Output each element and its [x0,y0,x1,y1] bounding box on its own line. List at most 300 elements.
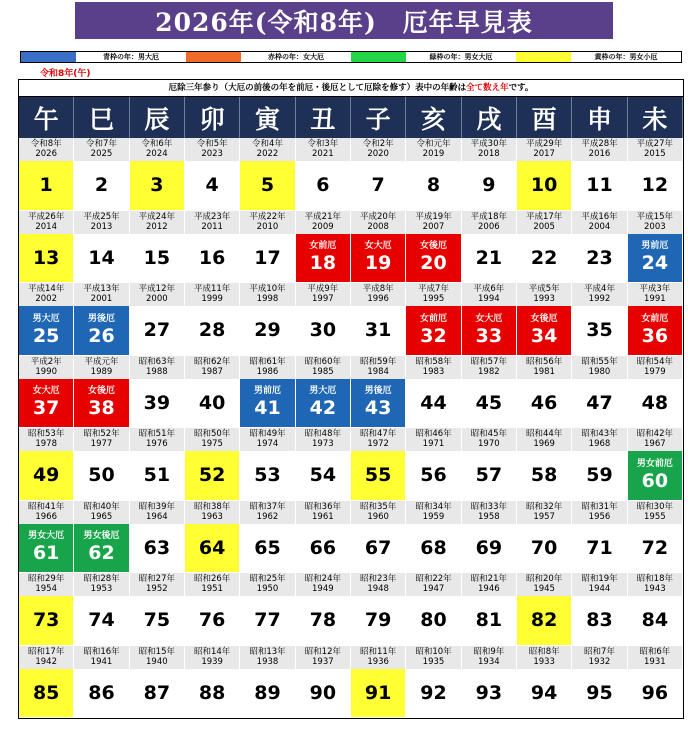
yakudoshi-label: 男女後厄 [83,531,120,542]
age-number: 18 [309,252,337,275]
era-year-label [240,646,294,669]
age-cell [517,573,572,646]
age-body [74,451,128,500]
age-body [296,234,350,283]
age-body [628,524,682,573]
age-body [296,379,350,428]
era-year-label [240,428,294,451]
age-number: 38 [88,397,115,420]
yakudoshi-label: 男大厄 [32,313,60,324]
age-cell [74,211,129,284]
era-year-label [351,573,405,596]
yakudoshi-label: 男大厄 [309,386,337,397]
era-year-label [572,283,626,306]
era-year-label [19,501,73,524]
zodiac-header: 丑 [296,97,351,138]
era-year-label [572,573,626,596]
era-name: 平成21年 [304,211,341,222]
western-year: 1963 [201,511,223,522]
age-cell [19,211,74,284]
age-number: 16 [198,246,226,269]
age-cell [628,501,683,574]
age-body [351,161,405,210]
age-number: 80 [420,609,447,632]
age-cell [517,646,572,719]
age-cell [19,573,74,646]
zodiac-header: 戌 [462,97,517,138]
age-body [19,596,73,645]
era-name: 昭和8年 [528,646,560,657]
western-year: 1971 [422,439,445,449]
era-name: 昭和61年 [249,356,286,367]
western-year: 1983 [422,366,445,377]
legend-item [21,52,186,62]
age-cell [240,428,295,501]
western-year: 1934 [478,656,500,667]
age-cell [572,138,627,211]
note-end: です。 [508,83,534,93]
age-number: 46 [530,391,558,414]
age-number: 33 [475,324,503,347]
era-year-label [406,501,460,524]
era-year-label [351,211,405,234]
era-name: 昭和59年 [359,356,397,367]
era-name: 昭和49年 [249,429,286,439]
age-number: 63 [143,536,171,559]
era-name: 令和2年 [362,139,394,149]
era-year-label [74,573,128,596]
age-number: 49 [32,464,60,487]
age-number: 39 [143,391,171,414]
age-body [130,451,184,500]
western-year: 2013 [90,221,113,232]
western-year: 1951 [201,584,223,594]
age-cell [130,428,185,501]
legend-label: 赤枠の年：女大厄 [268,53,324,61]
era-year-label [74,211,128,234]
western-year: 1999 [201,294,223,304]
era-year-label [19,428,73,451]
era-name: 昭和44年 [525,429,563,439]
age-cell [406,138,461,211]
era-year-label [406,211,460,234]
age-cell [628,573,683,646]
western-year: 2020 [367,149,389,159]
era-name: 平成2年 [30,356,62,367]
era-name: 昭和29年 [28,574,65,584]
age-cell [74,356,129,429]
era-name: 令和4年 [252,139,283,149]
age-cell [130,283,185,356]
era-year-label [130,356,184,379]
era-year-label [296,283,350,306]
age-number: 86 [88,681,115,704]
era-name: 平成5年 [528,284,560,294]
western-year: 1990 [35,366,57,377]
age-number: 42 [309,397,337,420]
age-number: 5 [260,174,275,197]
age-body [185,596,239,645]
era-name: 昭和10年 [415,646,452,657]
era-year-label [351,356,405,379]
age-body [130,596,184,645]
era-year-label [628,501,682,524]
western-year: 1988 [146,366,168,377]
era-name: 昭和27年 [138,574,175,584]
era-year-label [185,501,239,524]
age-cell [462,501,517,574]
western-year: 2001 [90,294,113,304]
age-body [462,379,516,428]
era-name: 平成20年 [359,211,397,222]
age-number: 37 [32,397,60,420]
legend-swatch [186,52,241,62]
note-highlight: 全て数え年 [466,83,509,93]
age-body [572,596,626,645]
age-body [19,379,73,428]
age-cell [296,211,351,284]
western-year: 1947 [422,584,445,594]
western-year: 1948 [367,584,389,594]
era-year-label [240,211,294,234]
era-name: 昭和37年 [249,501,286,512]
age-number: 15 [143,246,171,269]
age-body [19,306,73,355]
age-number: 93 [475,681,503,704]
zodiac-header: 申 [572,97,627,138]
age-number: 58 [530,464,558,487]
era-year-label [74,646,128,669]
era-year-label [185,573,239,596]
legend-item [516,52,681,62]
western-year: 2002 [35,294,57,304]
age-number: 9 [482,174,496,197]
era-name: 平成28年 [581,139,618,149]
age-number: 20 [420,252,447,275]
yakudoshi-label: 女大厄 [32,386,60,397]
age-number: 65 [254,536,281,559]
era-name: 昭和32年 [525,501,563,512]
age-body [351,379,405,428]
era-name: 昭和56年 [525,356,563,367]
age-cell [185,138,240,211]
age-number: 23 [586,246,613,269]
era-name: 昭和11年 [359,646,397,657]
age-cell [130,573,185,646]
age-body [572,234,626,283]
yakudoshi-label: 男女大厄 [28,531,65,542]
era-name: 平成9年 [307,284,339,294]
western-year: 2025 [90,149,113,159]
western-year: 1991 [644,294,666,304]
era-name: 平成22年 [249,211,286,222]
era-name: 令和7年 [86,139,117,149]
western-year: 2016 [588,149,611,159]
era-year-label [572,138,626,161]
age-body [74,524,128,573]
age-number: 1 [39,174,53,197]
age-number: 96 [641,681,669,704]
age-cell [351,356,406,429]
western-year: 1953 [90,584,113,594]
note-text: 厄除三年参り（大厄の前後の年を前厄・後厄として厄除を修す）表中の年齢は [168,83,467,93]
age-body [517,379,571,428]
era-name: 昭和36年 [304,501,341,512]
era-year-label [351,138,405,161]
western-year: 2022 [256,149,279,159]
age-cell [517,211,572,284]
age-number: 91 [364,681,392,704]
age-cell [406,283,461,356]
era-name: 平成19年 [415,211,452,222]
western-year: 1959 [422,511,445,522]
era-name: 令和3年 [307,139,339,149]
era-name: 平成8年 [362,284,394,294]
legend-label: 青枠の年：男大厄 [103,53,159,61]
age-cell [185,283,240,356]
age-number: 59 [586,464,613,487]
western-year: 1976 [146,439,168,449]
western-year: 2019 [422,149,445,159]
era-year-label [185,356,239,379]
era-name: 平成15年 [636,211,673,222]
era-name: 昭和45年 [470,429,507,439]
age-body [351,234,405,283]
age-number: 54 [309,464,337,487]
era-name: 昭和21年 [470,574,507,584]
age-body [628,379,682,428]
era-name: 昭和46年 [415,429,452,439]
legend-swatch [21,52,76,62]
western-year: 2012 [146,221,168,232]
age-body [19,669,73,718]
zodiac-header: 寅 [240,97,295,138]
age-body [296,306,350,355]
age-body [462,234,516,283]
western-year: 1981 [533,366,555,377]
age-body [240,596,294,645]
age-body [351,524,405,573]
era-name: 令和8年 [30,139,62,149]
age-number: 62 [88,542,115,565]
era-year-label [351,283,405,306]
age-cell [572,356,627,429]
era-year-label [240,283,294,306]
age-number: 64 [198,536,226,559]
legend-label: 緑枠の年：男女大厄 [429,53,493,61]
age-body [628,161,682,210]
age-body [462,451,516,500]
era-year-label [130,501,184,524]
era-year-label [351,501,405,524]
age-body [462,669,516,718]
era-year-label [130,428,184,451]
era-year-label [406,283,460,306]
age-cell [296,501,351,574]
age-number: 17 [254,246,281,269]
age-body [130,234,184,283]
western-year: 2015 [644,149,666,159]
era-year-label [74,428,128,451]
age-body [296,161,350,210]
western-year: 2014 [35,221,57,232]
age-cell [517,138,572,211]
age-number: 8 [426,174,441,197]
age-cell [462,573,517,646]
age-number: 14 [88,246,115,269]
age-cell [185,211,240,284]
age-body [406,234,460,283]
era-year-label [74,138,128,161]
era-year-label [517,428,571,451]
western-year: 1952 [146,584,168,594]
age-body [130,161,184,210]
age-number: 52 [198,464,226,487]
era-year-label [572,646,626,669]
age-cell [19,138,74,211]
age-body [517,306,571,355]
era-name: 昭和31年 [581,501,618,512]
western-year: 1967 [644,439,666,449]
yakudoshi-label: 女大厄 [364,241,392,252]
era-name: 令和元年 [416,139,451,149]
era-year-label [19,356,73,379]
era-name: 平成11年 [193,284,231,294]
era-year-label [296,501,350,524]
age-number: 26 [88,324,115,347]
age-body [462,306,516,355]
age-number: 76 [198,609,226,632]
age-body [296,596,350,645]
age-body [406,596,460,645]
era-year-label [628,573,682,596]
zodiac-header: 亥 [406,97,461,138]
age-body [517,524,571,573]
era-name: 昭和18年 [636,574,673,584]
age-number: 71 [586,536,613,559]
western-year: 1985 [312,366,334,377]
page-title: 2026年(令和8年) 厄年早見表 [75,2,613,39]
age-number: 2 [94,174,109,197]
age-number: 70 [530,536,558,559]
western-year: 2011 [201,221,223,232]
era-name: 昭和35年 [359,501,397,512]
age-cell [351,501,406,574]
age-number: 25 [32,324,60,347]
era-year-label [517,283,571,306]
table-note [19,80,683,97]
age-body [517,669,571,718]
western-year: 2005 [533,221,555,232]
age-body [517,596,571,645]
age-cell [240,501,295,574]
age-number: 31 [364,319,392,342]
western-year: 1987 [201,366,223,377]
age-number: 85 [32,681,60,704]
western-year: 1992 [588,294,611,304]
age-body [406,524,460,573]
era-name: 令和6年 [141,139,173,149]
age-number: 88 [198,681,226,704]
age-cell [406,501,461,574]
era-name: 平成13年 [83,284,120,294]
age-number: 87 [143,681,171,704]
age-cell [130,211,185,284]
age-cell [351,428,406,501]
era-year-label [130,573,184,596]
era-name: 昭和26年 [193,574,231,584]
era-year-label [185,211,239,234]
western-year: 1955 [644,511,666,522]
age-body [240,524,294,573]
age-number: 35 [586,319,613,342]
zodiac-header: 巳 [74,97,129,138]
age-cell [240,356,295,429]
western-year: 1986 [256,366,279,377]
age-body [240,161,294,210]
age-body [185,524,239,573]
age-number: 69 [475,536,503,559]
age-number: 75 [143,609,171,632]
age-number: 55 [364,464,392,487]
age-cell [628,211,683,284]
era-name: 昭和9年 [473,646,505,657]
western-year: 1975 [201,439,223,449]
age-cell [296,646,351,719]
western-year: 1978 [35,439,57,449]
era-name: 昭和58年 [415,356,452,367]
western-year: 1939 [201,656,223,667]
age-body [517,234,571,283]
era-year-label [296,356,350,379]
era-year-label [406,646,460,669]
age-body [351,451,405,500]
western-year: 1960 [367,511,389,522]
western-year: 1984 [367,366,389,377]
age-cell [74,646,129,719]
age-body [74,669,128,718]
age-cell [240,211,295,284]
age-number: 79 [364,609,392,632]
western-year: 1941 [90,656,113,667]
yakudoshi-label: 女後厄 [87,386,115,397]
age-body [351,596,405,645]
age-cell [296,138,351,211]
age-cell [517,428,572,501]
era-name: 昭和20年 [525,574,563,584]
western-year: 1935 [422,656,445,667]
age-cell [406,356,461,429]
age-number: 67 [364,536,392,559]
age-body [572,524,626,573]
age-cell [462,356,517,429]
age-number: 77 [254,609,281,632]
age-cell [572,501,627,574]
western-year: 1937 [312,656,334,667]
western-year: 2024 [146,149,168,159]
age-body [628,596,682,645]
yakudoshi-label: 男前厄 [253,386,281,397]
western-year: 2010 [256,221,279,232]
era-name: 昭和63年 [138,356,175,367]
age-cell [406,573,461,646]
yakudoshi-label: 男女前厄 [636,458,673,469]
age-body [130,669,184,718]
era-name: 昭和52年 [83,429,120,439]
western-year: 1977 [90,439,113,449]
era-year-label [74,356,128,379]
age-cell [572,646,627,719]
